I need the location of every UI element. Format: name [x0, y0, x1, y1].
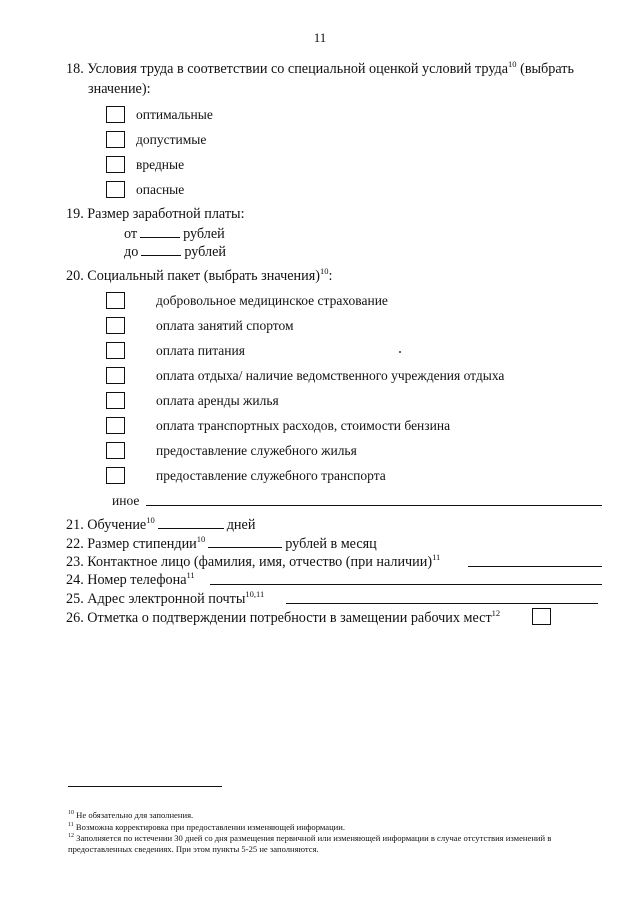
- checkbox-q18-opt2[interactable]: [106, 131, 125, 148]
- checkbox-q18-opt3[interactable]: [106, 156, 125, 173]
- footnote-ref: 10,11: [245, 589, 265, 599]
- q20-option-label: оплата занятий спортом: [156, 318, 294, 333]
- q22-row: 22. Размер стипендии$^{10}$ рублей в месяц: [66, 534, 377, 552]
- q20-option-label: предоставление служебного жилья: [156, 443, 357, 458]
- salary-to-field[interactable]: [141, 243, 181, 256]
- phone-field[interactable]: [210, 584, 602, 585]
- checkbox-q20-opt7[interactable]: [106, 442, 125, 459]
- footnote-ref: 10: [146, 515, 155, 525]
- q18-label: 18. Условия труда в соответствии со специальной оценкой условий труда$^{10}$ (выбрать: [66, 59, 574, 77]
- checkbox-q18-opt1[interactable]: [106, 106, 125, 123]
- contact-person-field[interactable]: [468, 566, 602, 567]
- footnote-ref: 10: [196, 534, 206, 544]
- footnote-separator: [68, 786, 222, 787]
- footnote-ref: 11: [432, 552, 441, 562]
- footnote-12: $^{12}$ Заполняется по истечении 30 дней со дня размещения первичной или изменяющей информации в случае отсутствия изменений в предоставленных сведениях. При этом пункты 5-25 не заполняются.: [68, 833, 552, 854]
- footnote-10: $^{10}$ Не обязательно для заполнения.: [68, 810, 194, 820]
- scan-speck: [399, 351, 401, 353]
- q18-option-label: опасные: [136, 182, 185, 197]
- footnote-ref: 10: [508, 59, 517, 69]
- stipend-field[interactable]: [208, 535, 282, 548]
- training-days-field[interactable]: [158, 516, 224, 529]
- q20-option-label: оплата питания: [156, 343, 245, 358]
- checkbox-q26[interactable]: [532, 608, 551, 625]
- q20-option-label: добровольное медицинское страхование: [156, 293, 388, 308]
- q18-option-label: вредные: [136, 157, 185, 172]
- salary-from-field[interactable]: [140, 225, 180, 238]
- q20-label: 20. Социальный пакет (выбрать значения)$^{10}$:: [66, 266, 333, 284]
- footnote-ref: 10: [319, 266, 329, 276]
- other-label: иное: [112, 493, 140, 508]
- salary-from-row: от рублей: [124, 226, 225, 242]
- q20-option-label: оплата транспортных расходов, стоимости бензина: [156, 418, 451, 433]
- checkbox-q20-opt3[interactable]: [106, 342, 125, 359]
- other-field[interactable]: [146, 505, 602, 506]
- q18-option-label: оптимальные: [136, 107, 213, 122]
- footnote-ref: 11: [186, 570, 195, 580]
- checkbox-q20-opt4[interactable]: [106, 367, 125, 384]
- q20-option-label: оплата аренды жилья: [156, 393, 279, 408]
- checkbox-q20-opt5[interactable]: [106, 392, 125, 409]
- q25-label: 25. Адрес электронной почты$^{10,11}$: [66, 589, 265, 607]
- q21-row: 21. Обучение$^{10}$ дней: [66, 515, 256, 533]
- q26-label: 26. Отметка о подтверждении потребности в замещении рабочих мест$^{12}$: [66, 608, 501, 626]
- page-number: 11: [313, 30, 327, 45]
- checkbox-q18-opt4[interactable]: [106, 181, 125, 198]
- q24-label: 24. Номер телефона$^{11}$: [66, 570, 195, 588]
- checkbox-q20-opt6[interactable]: [106, 417, 125, 434]
- email-field[interactable]: [286, 603, 598, 604]
- q20-option-label: предоставление служебного транспорта: [156, 468, 386, 483]
- checkbox-q20-opt8[interactable]: [106, 467, 125, 484]
- q18-label-cont: значение):: [88, 81, 151, 97]
- q18-option-label: допустимые: [136, 132, 207, 147]
- footnote-ref: 12: [491, 608, 501, 618]
- q19-label: 19. Размер заработной платы:: [66, 206, 245, 222]
- checkbox-q20-opt1[interactable]: [106, 292, 125, 309]
- footnote-11: $^{11}$ Возможна корректировка при предоставлении изменяющей информации.: [68, 822, 346, 832]
- salary-to-row: до рублей: [124, 244, 226, 260]
- q20-option-label: оплата отдыха/ наличие ведомственного учреждения отдыха: [156, 368, 505, 383]
- checkbox-q20-opt2[interactable]: [106, 317, 125, 334]
- q23-label: 23. Контактное лицо (фамилия, имя, отчество (при наличии)$^{11}$: [66, 552, 441, 570]
